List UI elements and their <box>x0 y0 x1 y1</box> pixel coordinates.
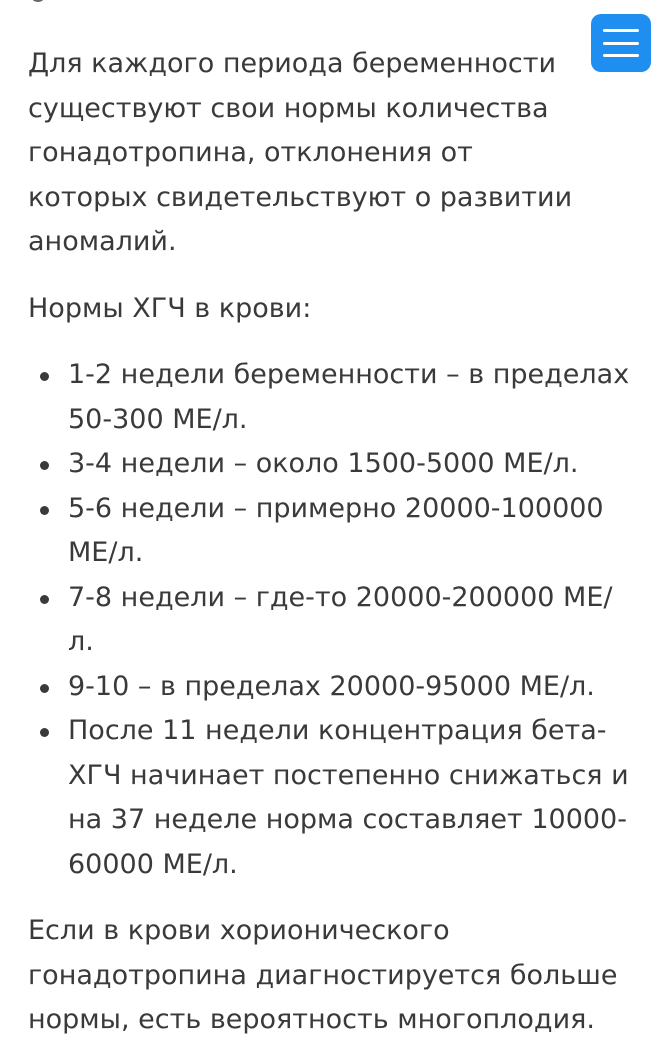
list-item: 3-4 недели – около 1500-5000 МЕ/л. <box>28 442 638 487</box>
list-item: 1-2 недели беременности – в пределах 50-300 МЕ/л. <box>28 353 638 442</box>
hamburger-menu-icon <box>603 29 639 32</box>
list-item: После 11 недели концентрация бета-ХГЧ начинает постепенно снижаться и на 37 неделе норма составляет 10000-60000 МЕ/л. <box>28 709 638 887</box>
intro-paragraph: Для каждого периода беременности существуют свои нормы количества гонадотропина, отклонения от которых свидетельствуют о развитии аномалий. <box>28 48 573 257</box>
previous-content-fragment <box>30 0 46 2</box>
list-item: 7-8 недели – где-то 20000-200000 МЕ/л. <box>28 576 638 665</box>
norms-heading: Нормы ХГЧ в крови: <box>28 292 312 324</box>
list-item: 5-6 недели – примерно 20000-100000 МЕ/л. <box>28 487 638 576</box>
list-item: 9-10 – в пределах 20000-95000 МЕ/л. <box>28 665 638 710</box>
norms-list <box>28 353 638 887</box>
closing-paragraph: Если в крови хорионического гонадотропина диагностируется больше нормы, есть вероятность многоплодия. <box>28 915 618 1035</box>
article-content <box>28 42 638 1043</box>
